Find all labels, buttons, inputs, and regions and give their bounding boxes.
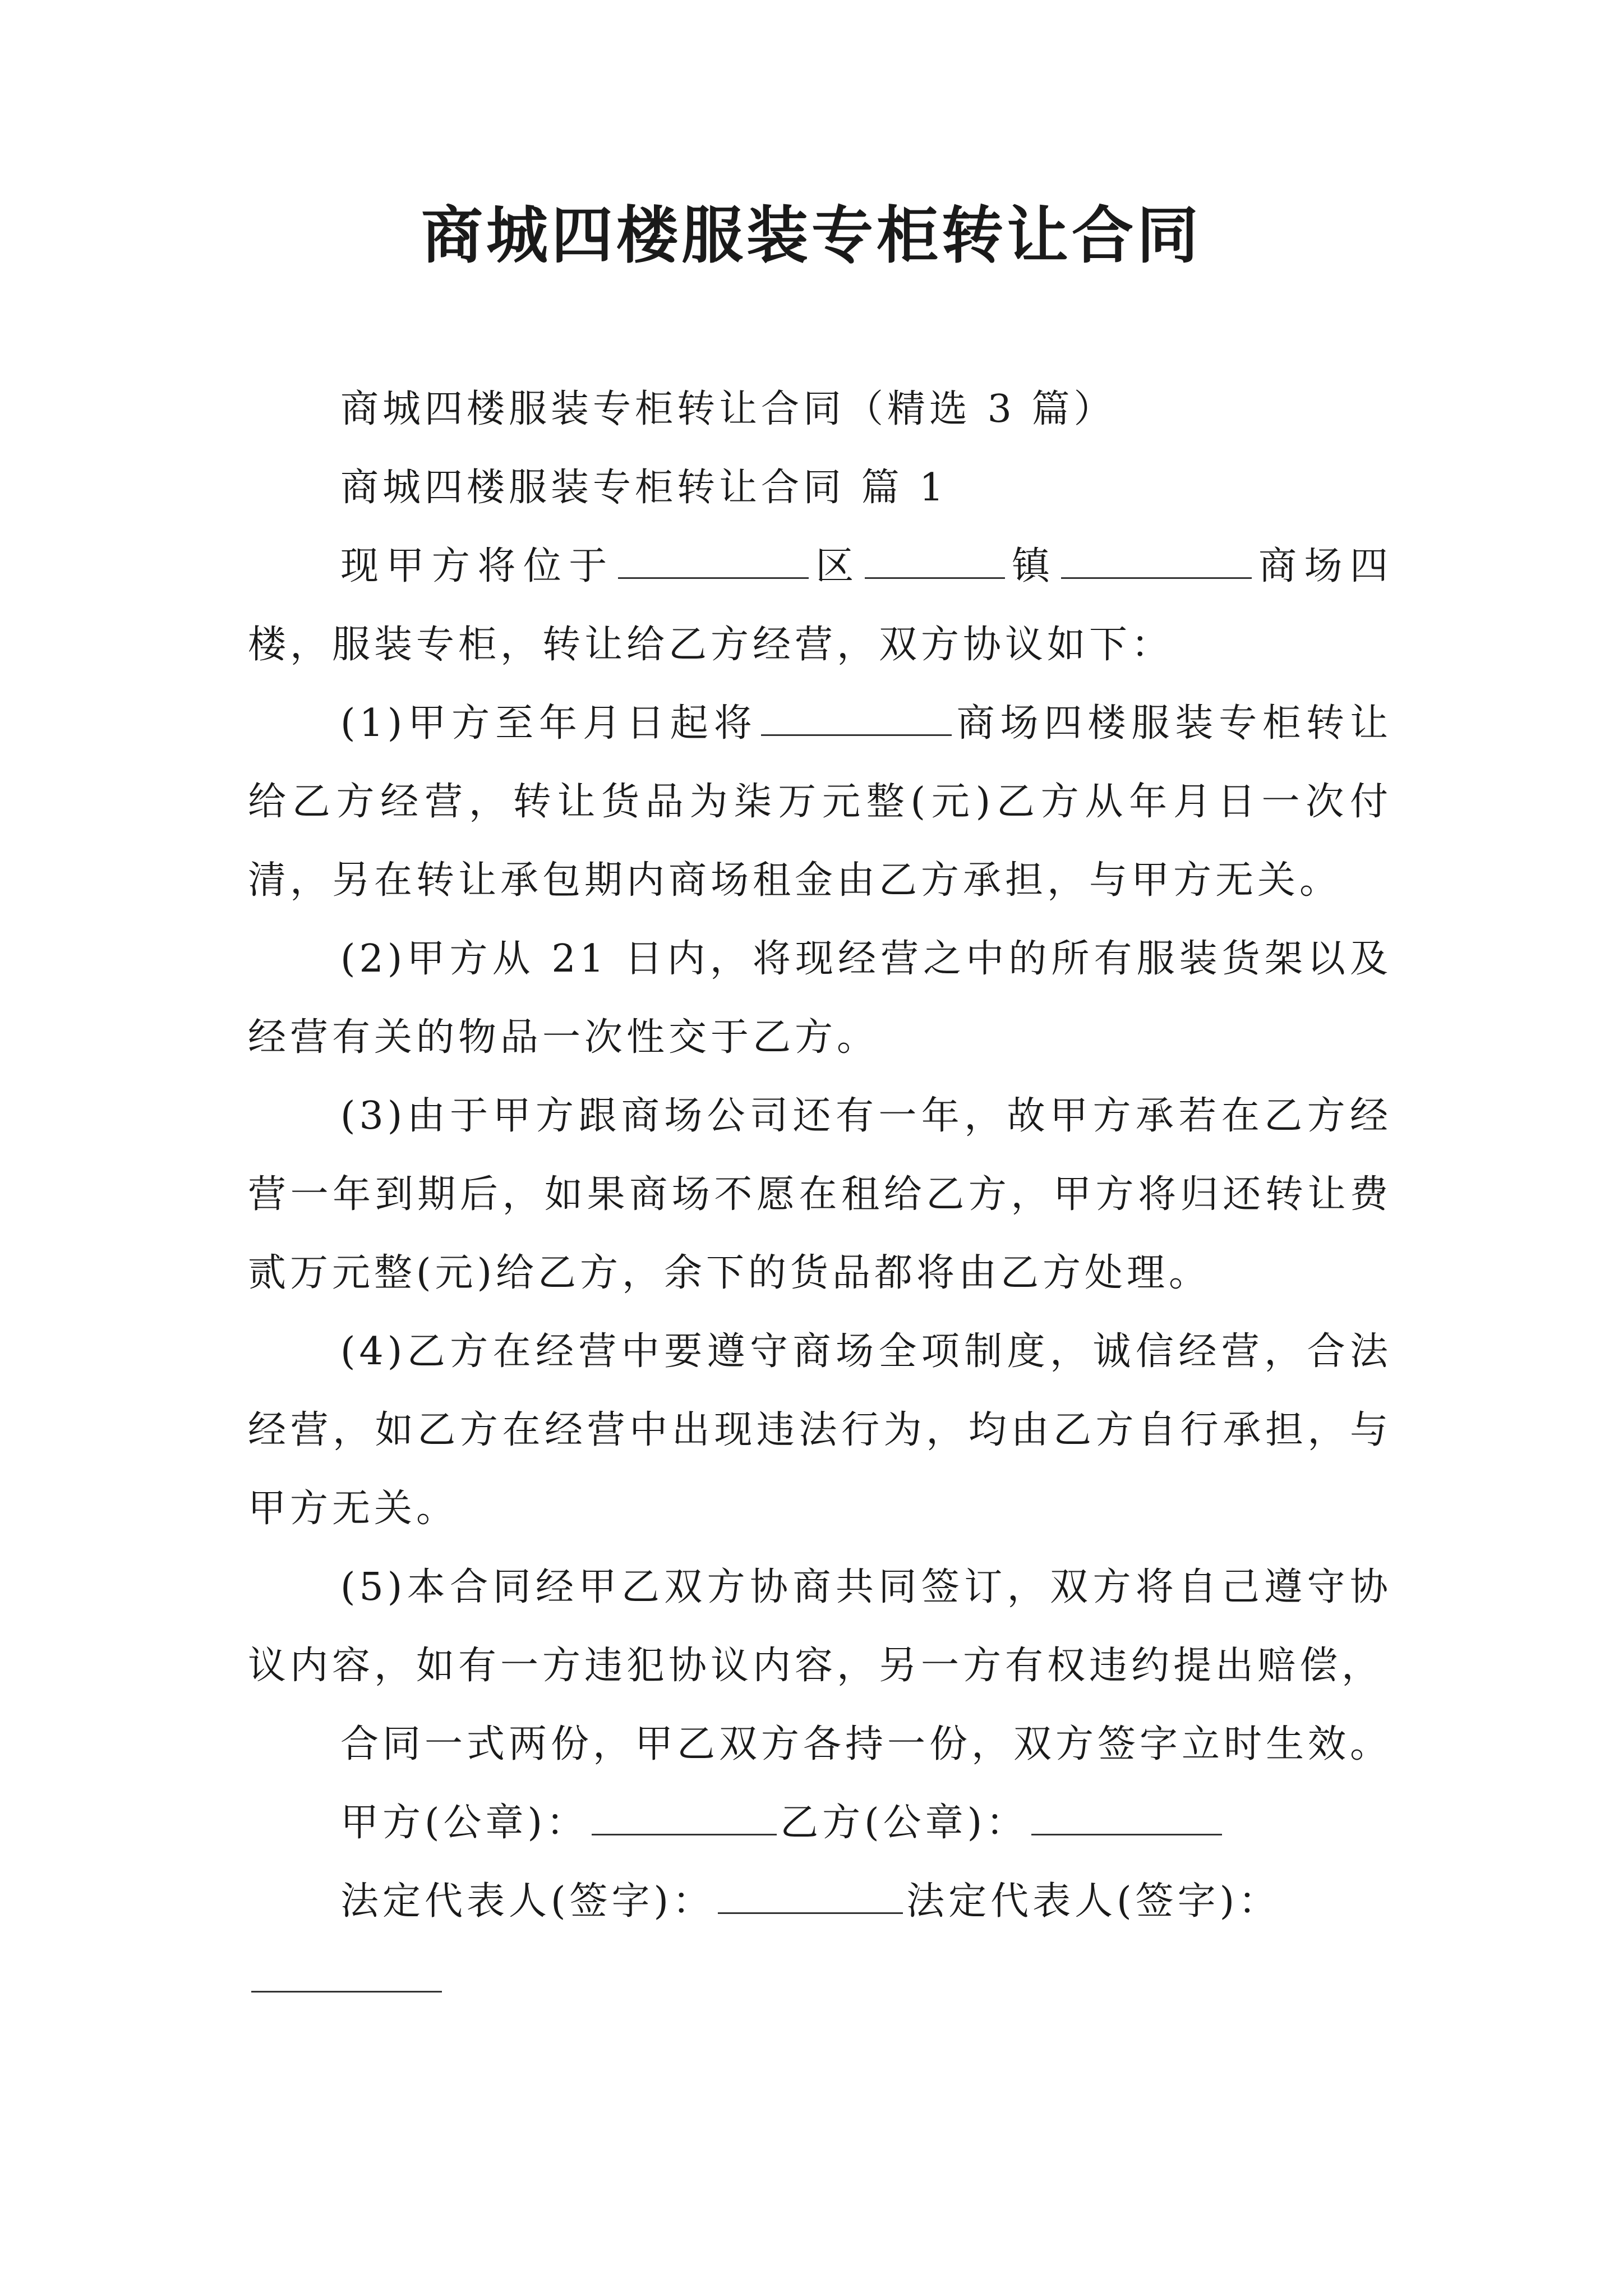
copies-line: 合同一式两份，甲乙双方各持一份，双方签字立时生效。 [340,1722,1393,1766]
party-b-seal-label: 乙方(公章)： [780,1801,1029,1845]
party-a-seal-blank [592,1796,777,1835]
party-a-seal-label: 甲方(公章)： [340,1801,589,1845]
rep-b-line [248,1941,1392,2019]
intro-text-1: 现甲方将位于 [340,544,615,588]
clause-1-mall-blank [761,696,952,736]
rep-b-signature-blank [251,1953,442,1993]
intro-text-2: 区 [811,544,861,588]
clause-4: (4)乙方在经营中要遵守商场全项制度，诚信经营，合法经营，如乙方在经营中出现违法行为，均由乙方自行承担，与甲方无关。 [248,1329,1392,1531]
intro-text-4: 商场四楼，服装专柜，转让给乙方经营，双方协议如下： [248,544,1392,667]
section-heading: 商城四楼服装专柜转让合同 篇 1 [340,466,948,510]
rep-a-signature-blank [718,1874,903,1914]
mall-blank [1061,539,1252,579]
intro-text-3: 镇 [1008,544,1058,588]
document-body [248,370,1392,2019]
clause-1-text-2: 商场四楼服装专柜转让给乙方经营，转让货品为柒万元整(元)乙方从年月日一次付清，另在转让承包期内商场租金由乙方承担，与甲方无关。 [248,701,1392,903]
district-blank [618,539,809,579]
intro-paragraph [248,527,1392,684]
party-b-seal-blank [1031,1796,1222,1835]
rep-b-label: 法定代表人(签字)： [906,1879,1281,1924]
clause-1-text-1: (1)甲方至年月日起将 [340,701,758,746]
clause-5: (5)本合同经甲乙双方协商共同签订，双方将自己遵守协议内容，如有一方违犯协议内容，另一方有权违约提出赔偿， [248,1565,1392,1688]
document-title: 商城四楼服装专柜转让合同 [421,199,1202,272]
clause-1 [248,684,1392,920]
seal-line [248,1784,1392,1862]
clause-3: (3)由于甲方跟商场公司还有一年，故甲方承若在乙方经营一年到期后，如果商场不愿在租给乙方，甲方将归还转让费贰万元整(元)给乙方，余下的货品都将由乙方处理。 [248,1094,1392,1295]
subtitle: 商城四楼服装专柜转让合同（精选 3 篇） [340,387,1116,431]
representative-line [248,1862,1392,1941]
clause-2: (2)甲方从 21 日内，将现经营之中的所有服装货架以及经营有关的物品一次性交于乙方。 [248,937,1392,1060]
rep-a-label: 法定代表人(签字)： [340,1879,715,1924]
town-blank [865,539,1005,579]
